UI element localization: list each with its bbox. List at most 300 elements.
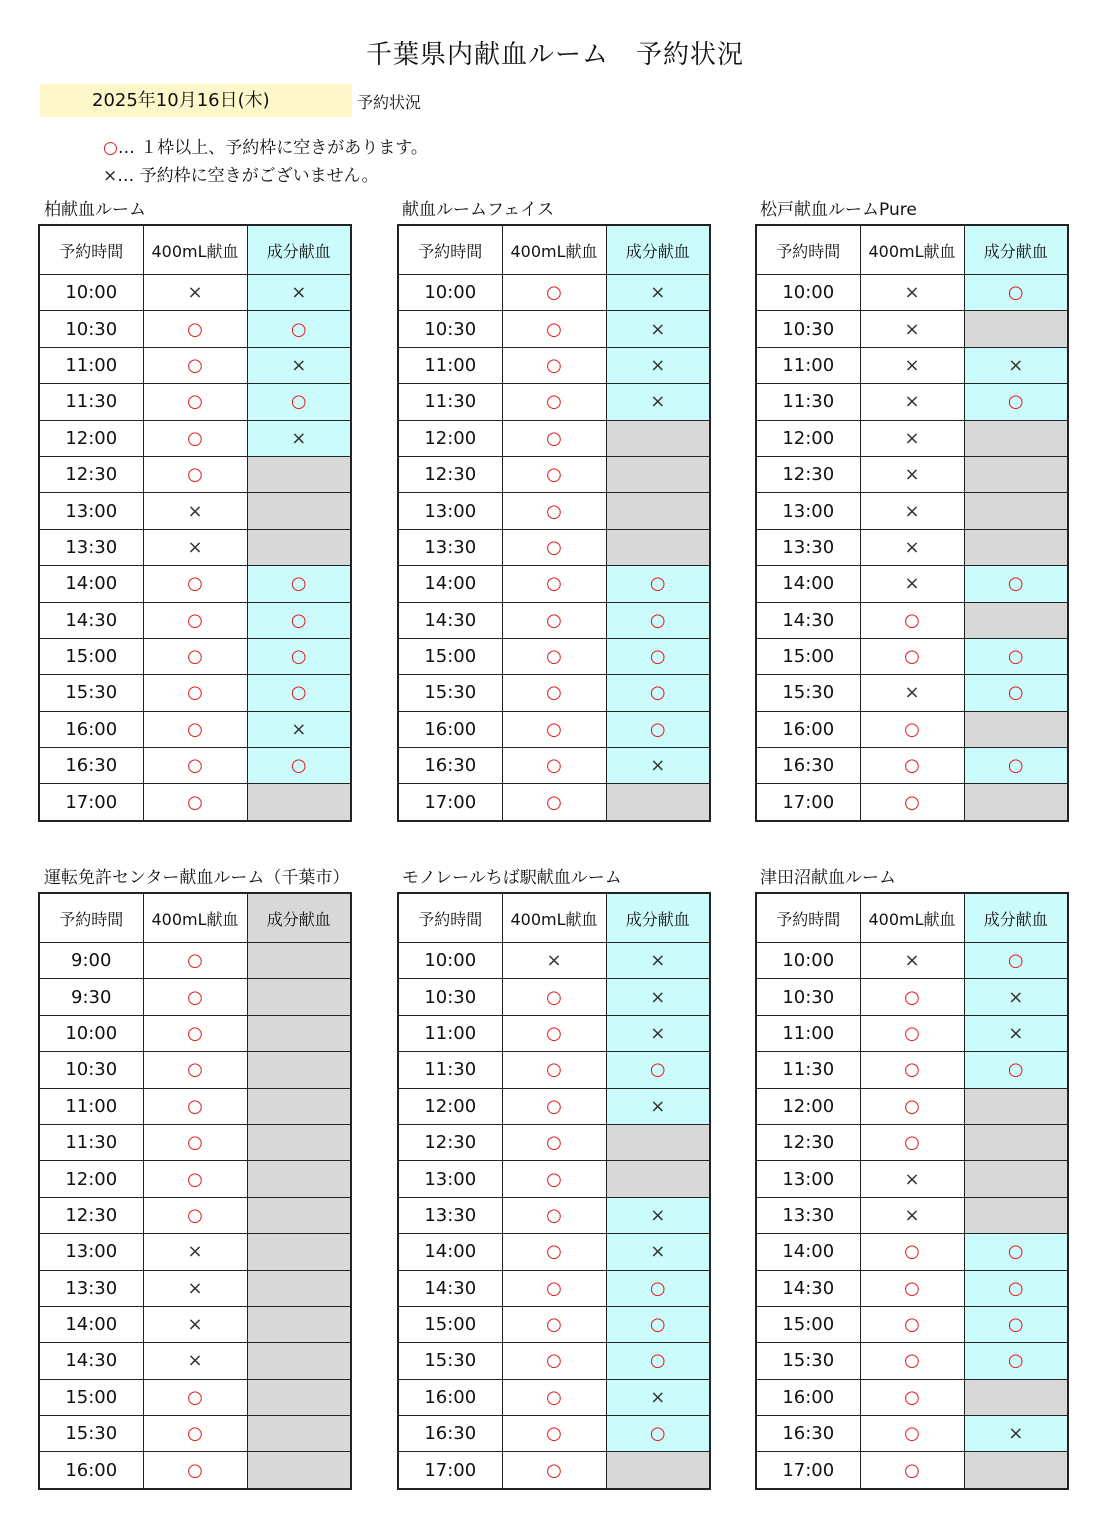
time-cell: 16:30 — [756, 748, 860, 784]
time-cell: 13:00 — [39, 1234, 143, 1270]
apheresis-status-cell — [247, 1052, 351, 1088]
apheresis-status-cell: × — [964, 979, 1068, 1015]
apheresis-status-cell — [964, 602, 1068, 638]
apheresis-status-cell — [247, 1088, 351, 1124]
whole-blood-status-cell: ○ — [860, 711, 964, 747]
apheresis-status-cell: × — [606, 275, 710, 311]
table-row — [398, 1197, 710, 1233]
page-title: 千葉県内献血ルーム 予約状況 — [365, 40, 744, 70]
apheresis-status-cell — [247, 1343, 351, 1379]
apheresis-status-cell: ○ — [964, 384, 1068, 420]
table-row — [39, 1416, 351, 1452]
whole-blood-status-cell: × — [143, 1306, 247, 1342]
apheresis-status-cell: ○ — [964, 1306, 1068, 1342]
time-cell: 15:30 — [398, 675, 502, 711]
apheresis-status-cell — [247, 1161, 351, 1197]
apheresis-status-cell: ○ — [247, 638, 351, 674]
apheresis-status-cell: × — [606, 1234, 710, 1270]
time-cell: 13:00 — [39, 493, 143, 529]
whole-blood-status-cell: × — [860, 493, 964, 529]
apheresis-status-cell: × — [606, 748, 710, 784]
apheresis-status-cell — [247, 1452, 351, 1489]
available-mark-icon: ○ — [103, 138, 118, 158]
header-apheresis: 成分献血 — [606, 225, 710, 275]
whole-blood-status-cell: ○ — [860, 1452, 964, 1489]
whole-blood-status-cell: ○ — [502, 1379, 606, 1415]
whole-blood-status-cell: ○ — [860, 1015, 964, 1051]
table-row — [756, 384, 1068, 420]
whole-blood-status-cell: ○ — [502, 1052, 606, 1088]
time-cell: 16:30 — [756, 1416, 860, 1452]
table-row — [39, 711, 351, 747]
apheresis-status-cell: ○ — [964, 1270, 1068, 1306]
whole-blood-status-cell: ○ — [502, 566, 606, 602]
header-time: 予約時間 — [756, 225, 860, 275]
table-row — [39, 638, 351, 674]
time-cell: 10:00 — [39, 275, 143, 311]
time-cell: 15:30 — [756, 1343, 860, 1379]
table-row — [756, 420, 1068, 456]
time-cell: 11:30 — [39, 384, 143, 420]
whole-blood-status-cell: ○ — [502, 311, 606, 347]
apheresis-status-cell: × — [964, 347, 1068, 383]
whole-blood-status-cell: × — [860, 275, 964, 311]
whole-blood-status-cell: ○ — [502, 529, 606, 565]
apheresis-status-cell: ○ — [964, 1343, 1068, 1379]
whole-blood-status-cell: ○ — [502, 275, 606, 311]
whole-blood-status-cell: ○ — [143, 347, 247, 383]
table-row — [398, 1052, 710, 1088]
apheresis-status-cell: ○ — [606, 675, 710, 711]
room-title: 松戸献血ルームPure — [760, 200, 917, 220]
apheresis-status-cell — [964, 1452, 1068, 1489]
whole-blood-status-cell: ○ — [143, 456, 247, 492]
time-cell: 11:00 — [756, 347, 860, 383]
header-time: 予約時間 — [398, 225, 502, 275]
apheresis-status-cell — [247, 1197, 351, 1233]
header-apheresis: 成分献血 — [247, 225, 351, 275]
date-display: 2025年10月16日(木) — [40, 84, 352, 117]
table-row — [39, 979, 351, 1015]
table-row — [39, 1343, 351, 1379]
whole-blood-status-cell: ○ — [502, 1452, 606, 1489]
apheresis-status-cell: × — [606, 1197, 710, 1233]
time-cell: 15:00 — [39, 638, 143, 674]
header-time: 予約時間 — [39, 893, 143, 943]
time-cell: 10:30 — [756, 979, 860, 1015]
room-title: 津田沼献血ルーム — [760, 868, 896, 888]
whole-blood-status-cell: ○ — [502, 1124, 606, 1160]
time-cell: 11:30 — [398, 1052, 502, 1088]
whole-blood-status-cell: ○ — [143, 1015, 247, 1051]
whole-blood-status-cell: × — [860, 347, 964, 383]
apheresis-status-cell: × — [964, 1015, 1068, 1051]
table-row — [39, 748, 351, 784]
table-row — [756, 456, 1068, 492]
table-row — [398, 566, 710, 602]
whole-blood-status-cell: × — [860, 384, 964, 420]
table-row — [398, 1306, 710, 1342]
table-row — [756, 784, 1068, 821]
apheresis-status-cell — [964, 1379, 1068, 1415]
time-cell: 11:00 — [756, 1015, 860, 1051]
apheresis-status-cell — [606, 1161, 710, 1197]
table-row — [39, 1161, 351, 1197]
legend-available-text: … １枠以上、予約枠に空きがあります。 — [117, 138, 428, 158]
whole-blood-status-cell: × — [860, 1197, 964, 1233]
table-row — [39, 1306, 351, 1342]
whole-blood-status-cell: ○ — [502, 347, 606, 383]
apheresis-status-cell — [964, 784, 1068, 821]
schedule-table — [397, 224, 711, 822]
date-label: 予約状況 — [357, 93, 422, 112]
header-whole-blood: 400mL献血 — [860, 225, 964, 275]
whole-blood-status-cell: ○ — [502, 1088, 606, 1124]
time-cell: 11:00 — [39, 1088, 143, 1124]
time-cell: 16:00 — [756, 711, 860, 747]
time-cell: 10:30 — [398, 979, 502, 1015]
table-row — [756, 675, 1068, 711]
time-cell: 10:00 — [398, 275, 502, 311]
time-cell: 9:00 — [39, 943, 143, 979]
table-row — [39, 1088, 351, 1124]
table-row — [756, 1234, 1068, 1270]
apheresis-status-cell — [247, 979, 351, 1015]
whole-blood-status-cell: ○ — [143, 420, 247, 456]
whole-blood-status-cell: × — [502, 943, 606, 979]
apheresis-status-cell: × — [606, 311, 710, 347]
table-row — [756, 1088, 1068, 1124]
table-row — [398, 711, 710, 747]
time-cell: 11:30 — [398, 384, 502, 420]
apheresis-status-cell — [247, 943, 351, 979]
apheresis-status-cell: ○ — [606, 602, 710, 638]
whole-blood-status-cell: ○ — [502, 1197, 606, 1233]
whole-blood-status-cell: ○ — [860, 602, 964, 638]
apheresis-status-cell — [964, 493, 1068, 529]
apheresis-status-cell: × — [606, 1088, 710, 1124]
whole-blood-status-cell: ○ — [143, 1452, 247, 1489]
table-row — [398, 1124, 710, 1160]
time-cell: 16:30 — [398, 1416, 502, 1452]
table-row — [398, 1234, 710, 1270]
time-cell: 10:30 — [39, 311, 143, 347]
whole-blood-status-cell: ○ — [502, 602, 606, 638]
time-cell: 10:00 — [756, 275, 860, 311]
time-cell: 10:30 — [398, 311, 502, 347]
apheresis-status-cell — [247, 1306, 351, 1342]
header-time: 予約時間 — [398, 893, 502, 943]
time-cell: 15:00 — [39, 1379, 143, 1415]
table-row — [756, 1452, 1068, 1489]
table-row — [756, 1197, 1068, 1233]
header-apheresis: 成分献血 — [606, 893, 710, 943]
time-cell: 15:00 — [756, 1306, 860, 1342]
time-cell: 11:00 — [398, 347, 502, 383]
whole-blood-status-cell: × — [860, 456, 964, 492]
table-row — [39, 311, 351, 347]
time-cell: 14:00 — [756, 566, 860, 602]
apheresis-status-cell: ○ — [964, 1052, 1068, 1088]
header-whole-blood: 400mL献血 — [502, 225, 606, 275]
whole-blood-status-cell: ○ — [860, 1416, 964, 1452]
time-cell: 16:00 — [39, 1452, 143, 1489]
header-row — [39, 225, 351, 275]
apheresis-status-cell — [606, 493, 710, 529]
time-cell: 14:30 — [398, 1270, 502, 1306]
table-row — [39, 1452, 351, 1489]
whole-blood-status-cell: ○ — [502, 1015, 606, 1051]
table-row — [756, 943, 1068, 979]
apheresis-status-cell: ○ — [964, 675, 1068, 711]
apheresis-status-cell: ○ — [247, 566, 351, 602]
time-cell: 15:00 — [398, 1306, 502, 1342]
time-cell: 14:30 — [398, 602, 502, 638]
schedule-table — [38, 224, 352, 822]
apheresis-status-cell: ○ — [606, 1270, 710, 1306]
time-cell: 14:00 — [39, 566, 143, 602]
whole-blood-status-cell: × — [860, 311, 964, 347]
table-row — [398, 748, 710, 784]
whole-blood-status-cell: ○ — [143, 311, 247, 347]
time-cell: 17:00 — [39, 784, 143, 821]
apheresis-status-cell: ○ — [247, 384, 351, 420]
whole-blood-status-cell: ○ — [860, 748, 964, 784]
time-cell: 15:00 — [756, 638, 860, 674]
table-row — [39, 384, 351, 420]
table-row — [756, 566, 1068, 602]
header-whole-blood: 400mL献血 — [143, 893, 247, 943]
apheresis-status-cell — [247, 1124, 351, 1160]
table-row — [398, 1343, 710, 1379]
time-cell: 13:30 — [398, 1197, 502, 1233]
time-cell: 17:00 — [756, 1452, 860, 1489]
apheresis-status-cell — [964, 529, 1068, 565]
table-row — [39, 784, 351, 821]
whole-blood-status-cell: ○ — [143, 943, 247, 979]
table-row — [756, 1124, 1068, 1160]
apheresis-status-cell: ○ — [247, 602, 351, 638]
room-title: 柏献血ルーム — [44, 200, 146, 220]
whole-blood-status-cell: ○ — [860, 979, 964, 1015]
whole-blood-status-cell: ○ — [143, 1052, 247, 1088]
table-row — [756, 1306, 1068, 1342]
whole-blood-status-cell: ○ — [860, 784, 964, 821]
table-row — [398, 943, 710, 979]
apheresis-status-cell: ○ — [964, 275, 1068, 311]
room-title: モノレールちば駅献血ルーム — [402, 868, 622, 888]
time-cell: 11:00 — [398, 1015, 502, 1051]
table-row — [756, 638, 1068, 674]
time-cell: 12:00 — [398, 420, 502, 456]
table-row — [756, 979, 1068, 1015]
apheresis-status-cell: ○ — [606, 638, 710, 674]
table-row — [39, 943, 351, 979]
whole-blood-status-cell: ○ — [143, 1379, 247, 1415]
time-cell: 9:30 — [39, 979, 143, 1015]
table-row — [756, 1270, 1068, 1306]
apheresis-status-cell — [247, 1379, 351, 1415]
time-cell: 13:30 — [39, 1270, 143, 1306]
header-apheresis: 成分献血 — [964, 893, 1068, 943]
time-cell: 16:00 — [398, 1379, 502, 1415]
whole-blood-status-cell: ○ — [502, 711, 606, 747]
time-cell: 16:00 — [398, 711, 502, 747]
table-row — [398, 1270, 710, 1306]
apheresis-status-cell: ○ — [606, 1052, 710, 1088]
table-row — [756, 529, 1068, 565]
whole-blood-status-cell: ○ — [143, 748, 247, 784]
time-cell: 12:00 — [398, 1088, 502, 1124]
time-cell: 14:30 — [39, 602, 143, 638]
apheresis-status-cell — [247, 784, 351, 821]
table-row — [756, 275, 1068, 311]
table-row — [398, 420, 710, 456]
time-cell: 16:30 — [39, 748, 143, 784]
whole-blood-status-cell: ○ — [143, 675, 247, 711]
apheresis-status-cell: ○ — [606, 1416, 710, 1452]
room-title: 運転免許センター献血ルーム（千葉市） — [44, 868, 350, 888]
apheresis-status-cell: ○ — [247, 748, 351, 784]
whole-blood-status-cell: × — [143, 493, 247, 529]
apheresis-status-cell — [247, 1416, 351, 1452]
whole-blood-status-cell: ○ — [143, 979, 247, 1015]
whole-blood-status-cell: × — [860, 420, 964, 456]
whole-blood-status-cell: ○ — [143, 566, 247, 602]
table-row — [756, 347, 1068, 383]
time-cell: 16:00 — [39, 711, 143, 747]
whole-blood-status-cell: ○ — [143, 711, 247, 747]
table-row — [398, 275, 710, 311]
table-row — [39, 566, 351, 602]
table-row — [756, 602, 1068, 638]
whole-blood-status-cell: ○ — [502, 1270, 606, 1306]
apheresis-status-cell: ○ — [964, 566, 1068, 602]
whole-blood-status-cell: ○ — [502, 979, 606, 1015]
time-cell: 13:30 — [39, 529, 143, 565]
apheresis-status-cell: ○ — [247, 675, 351, 711]
whole-blood-status-cell: ○ — [143, 784, 247, 821]
legend-full-text: … 予約枠に空きがございません。 — [117, 166, 379, 186]
table-row — [398, 311, 710, 347]
apheresis-status-cell — [247, 493, 351, 529]
table-row — [39, 1197, 351, 1233]
time-cell: 12:30 — [756, 456, 860, 492]
header-apheresis: 成分献血 — [964, 225, 1068, 275]
whole-blood-status-cell: ○ — [502, 1234, 606, 1270]
table-row — [398, 1452, 710, 1489]
time-cell: 12:30 — [398, 1124, 502, 1160]
whole-blood-status-cell: ○ — [143, 1088, 247, 1124]
table-row — [398, 675, 710, 711]
time-cell: 17:00 — [398, 784, 502, 821]
table-row — [398, 384, 710, 420]
time-cell: 14:00 — [756, 1234, 860, 1270]
header-row — [398, 225, 710, 275]
table-row — [756, 493, 1068, 529]
schedule-table — [755, 224, 1069, 822]
apheresis-status-cell: ○ — [606, 566, 710, 602]
whole-blood-status-cell: × — [860, 529, 964, 565]
schedule-table — [38, 892, 352, 1490]
time-cell: 10:00 — [756, 943, 860, 979]
header-time: 予約時間 — [756, 893, 860, 943]
apheresis-status-cell — [606, 1124, 710, 1160]
table-row — [39, 1124, 351, 1160]
whole-blood-status-cell: ○ — [143, 638, 247, 674]
time-cell: 12:00 — [756, 420, 860, 456]
apheresis-status-cell: × — [247, 711, 351, 747]
apheresis-status-cell — [247, 1270, 351, 1306]
time-cell: 14:30 — [756, 602, 860, 638]
apheresis-status-cell: × — [247, 275, 351, 311]
table-row — [756, 1343, 1068, 1379]
whole-blood-status-cell: × — [143, 1234, 247, 1270]
apheresis-status-cell — [964, 456, 1068, 492]
whole-blood-status-cell: ○ — [502, 456, 606, 492]
whole-blood-status-cell: ○ — [860, 638, 964, 674]
whole-blood-status-cell: ○ — [860, 1343, 964, 1379]
table-row — [398, 979, 710, 1015]
time-cell: 11:30 — [756, 1052, 860, 1088]
whole-blood-status-cell: ○ — [502, 1343, 606, 1379]
apheresis-status-cell: × — [606, 943, 710, 979]
time-cell: 14:00 — [398, 566, 502, 602]
time-cell: 14:00 — [39, 1306, 143, 1342]
apheresis-status-cell: × — [606, 1015, 710, 1051]
apheresis-status-cell: ○ — [247, 311, 351, 347]
table-row — [39, 420, 351, 456]
time-cell: 12:30 — [39, 1197, 143, 1233]
table-row — [398, 1379, 710, 1415]
apheresis-status-cell: × — [606, 384, 710, 420]
time-cell: 13:00 — [398, 493, 502, 529]
table-row — [756, 311, 1068, 347]
table-row — [756, 1416, 1068, 1452]
table-row — [398, 1416, 710, 1452]
apheresis-status-cell — [606, 529, 710, 565]
time-cell: 13:30 — [756, 529, 860, 565]
whole-blood-status-cell: × — [860, 1161, 964, 1197]
table-row — [756, 1379, 1068, 1415]
apheresis-status-cell: × — [606, 1379, 710, 1415]
header-row — [756, 225, 1068, 275]
apheresis-status-cell — [247, 1015, 351, 1051]
header-whole-blood: 400mL献血 — [860, 893, 964, 943]
apheresis-status-cell: × — [606, 979, 710, 1015]
table-row — [398, 638, 710, 674]
time-cell: 12:30 — [398, 456, 502, 492]
table-row — [398, 1088, 710, 1124]
header-apheresis: 成分献血 — [247, 893, 351, 943]
apheresis-status-cell: ○ — [964, 638, 1068, 674]
apheresis-status-cell: × — [606, 347, 710, 383]
whole-blood-status-cell: ○ — [502, 784, 606, 821]
schedule-table — [397, 892, 711, 1490]
whole-blood-status-cell: ○ — [502, 675, 606, 711]
whole-blood-status-cell: ○ — [502, 420, 606, 456]
time-cell: 11:30 — [756, 384, 860, 420]
whole-blood-status-cell: ○ — [143, 384, 247, 420]
schedule-table — [755, 892, 1069, 1490]
table-row — [39, 1015, 351, 1051]
time-cell: 12:30 — [756, 1124, 860, 1160]
apheresis-status-cell — [247, 529, 351, 565]
time-cell: 14:30 — [39, 1343, 143, 1379]
time-cell: 15:30 — [398, 1343, 502, 1379]
whole-blood-status-cell: ○ — [502, 384, 606, 420]
time-cell: 12:00 — [756, 1088, 860, 1124]
